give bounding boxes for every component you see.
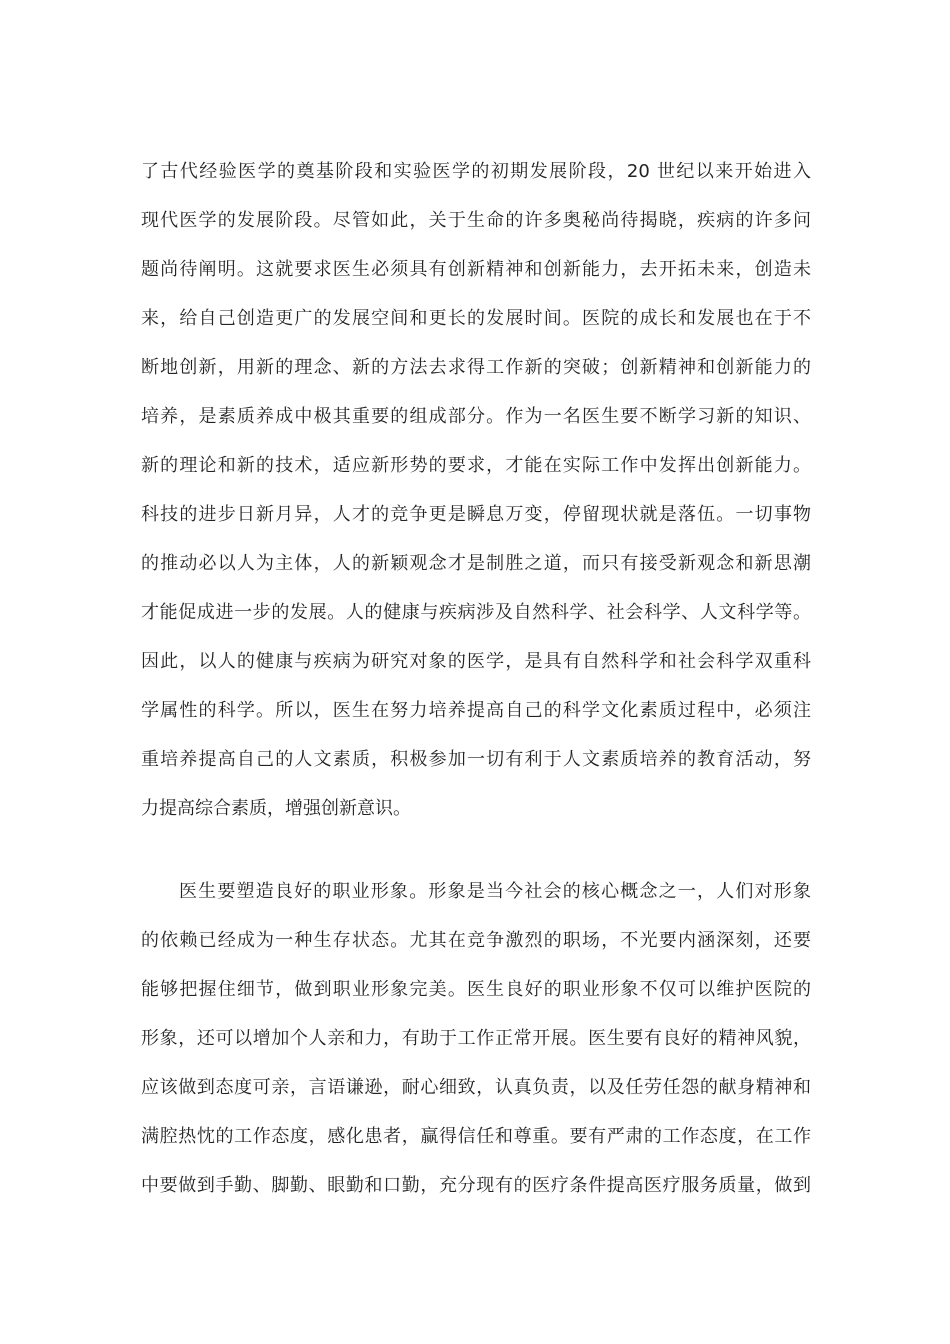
text-line: 中要做到手勤、脚勤、眼勤和口勤，充分现有的医疗条件提高医疗服务质量，做到 (141, 1175, 811, 1196)
text-line: 形象，还可以增加个人亲和力，有助于工作正常开展。医生要有良好的精神风貌， (141, 1028, 811, 1049)
text-line: 因此，以人的健康与疾病为研究对象的医学，是具有自然科学和社会科学双重科 (141, 651, 811, 672)
text-line: 培养，是素质养成中极其重要的组成部分。作为一名医生要不断学习新的知识、 (141, 406, 811, 427)
text-line: 科技的进步日新月异，人才的竞争更是瞬息万变，停留现状就是落伍。一切事物 (141, 504, 811, 525)
text-line: 医生要塑造良好的职业形象。形象是当今社会的核心概念之一，人们对形象 (179, 881, 811, 902)
text-line: 题尚待阐明。这就要求医生必须具有创新精神和创新能力，去开拓未来，创造未 (141, 259, 811, 280)
text-line: 了古代经验医学的奠基阶段和实验医学的初期发展阶段，20 世纪以来开始进入 (141, 161, 811, 182)
text-line: 新的理论和新的技术，适应新形势的要求，才能在实际工作中发挥出创新能力。 (141, 455, 811, 476)
paragraph-professional-image (141, 867, 811, 1210)
text-line: 能够把握住细节，做到职业形象完美。医生良好的职业形象不仅可以维护医院的 (141, 979, 811, 1000)
text-line: 断地创新，用新的理念、新的方法去求得工作新的突破；创新精神和创新能力的 (141, 357, 811, 378)
text-line: 重培养提高自己的人文素质，积极参加一切有利于人文素质培养的教育活动，努 (141, 749, 811, 770)
text-line: 才能促成进一步的发展。人的健康与疾病涉及自然科学、社会科学、人文科学等。 (141, 602, 811, 623)
paragraph-innovation (141, 147, 811, 833)
text-line: 学属性的科学。所以，医生在努力培养提高自己的科学文化素质过程中，必须注 (141, 700, 811, 721)
text-line: 来，给自己创造更广的发展空间和更长的发展时间。医院的成长和发展也在于不 (141, 308, 811, 329)
text-line: 力提高综合素质，增强创新意识。 (141, 798, 411, 819)
text-line: 的依赖已经成为一种生存状态。尤其在竞争激烈的职场，不光要内涵深刻，还要 (141, 930, 811, 951)
text-line: 现代医学的发展阶段。尽管如此，关于生命的许多奥秘尚待揭晓，疾病的许多问 (141, 210, 811, 231)
text-line: 的推动必以人为主体，人的新颖观念才是制胜之道，而只有接受新观念和新思潮 (141, 553, 811, 574)
text-line: 应该做到态度可亲，言语谦逊，耐心细致，认真负责，以及任劳任怨的献身精神和 (141, 1077, 811, 1098)
text-line: 满腔热忱的工作态度，感化患者，赢得信任和尊重。要有严肃的工作态度，在工作 (141, 1126, 811, 1147)
